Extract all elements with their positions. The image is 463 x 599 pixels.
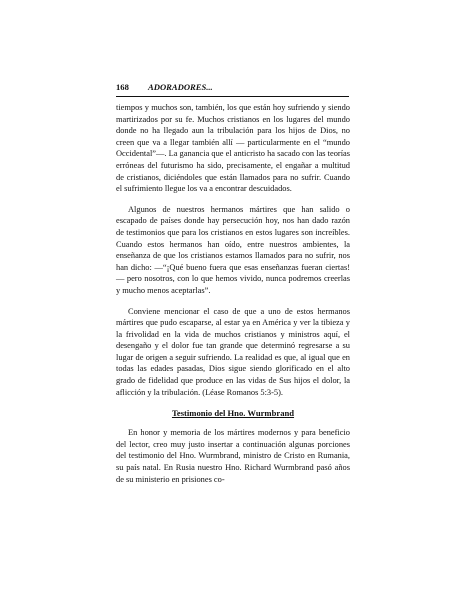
paragraph-wurmbrand-intro: En honor y memoria de los mártires modernos y para beneficio del lector, creo muy justo insertar a continuación algunas porciones del testimonio del Hno. Wurmbrand, ministro de Cristo en Rumania, su país natal. En Rusia nuestro Hno. Richard Wurmbrand pasó años de su ministerio en prisiones co- [116, 428, 350, 484]
running-header [116, 80, 350, 94]
page-number: 168 [116, 82, 129, 92]
paragraph-martyrs-testimony: Algunos de nuestros hermanos mártires que han salido o escapado de países donde hay persecución hoy, nos han dado razón de testimonios que para los cristianos en estos lugares son increíbles. Cuando estos hermanos han oído, entre nuestros ambientes, la enseñanza de que los cristianos estamos llamados para no sufrir, nos han dicho: —“¡Qué bueno fuera que esas enseñanzas fueran ciertas!— pero nosotros, con lo que hemos vivido, nunca podremos creerlas y mucho menos aceptarlas”. [116, 204, 350, 295]
paragraph-continuation: tiempos y muchos son, también, los que están hoy sufriendo y siendo martirizados por su fe. Muchos cristianos en los lugares del mundo donde no ha llegado aun la tribulación para los hijos de Dios, no creen que va a llegar también allí — particularmente en el “mundo Occidental”—. La ganancia que el anticristo ha sacado con las teorías erróneas del futurismo ha sido, precisamente, el engañar a multitud de cristianos, diciéndoles que están llamados para no sufrir. Cuando el sufrimiento llegue los va a encontrar descuidados. [116, 103, 350, 194]
section-heading: Testimonio del Hno. Wurmbrand [171, 408, 295, 419]
paragraph-escaped-brother: Conviene mencionar el caso de que a uno de estos hermanos mártires que pudo escaparse, al estar ya en América y ver la tibieza y la frivolidad en la vida de muchos cristianos y ministros aquí, el desengaño y el dolor fue tan grande que determinó regresarse a su lugar de origen a seguir sufriendo. La realidad es que, al igual que en todas las edades pasadas, Dios sigue siendo glorificado en el alto grado de fidelidad que produce en las vidas de Sus hijos el dolor, la aflicción y la tribulación. (Léase Romanos 5:3-5). [116, 306, 350, 397]
running-title: ADORADORES... [148, 82, 213, 92]
header-rule [116, 96, 349, 97]
body-text [116, 102, 350, 485]
